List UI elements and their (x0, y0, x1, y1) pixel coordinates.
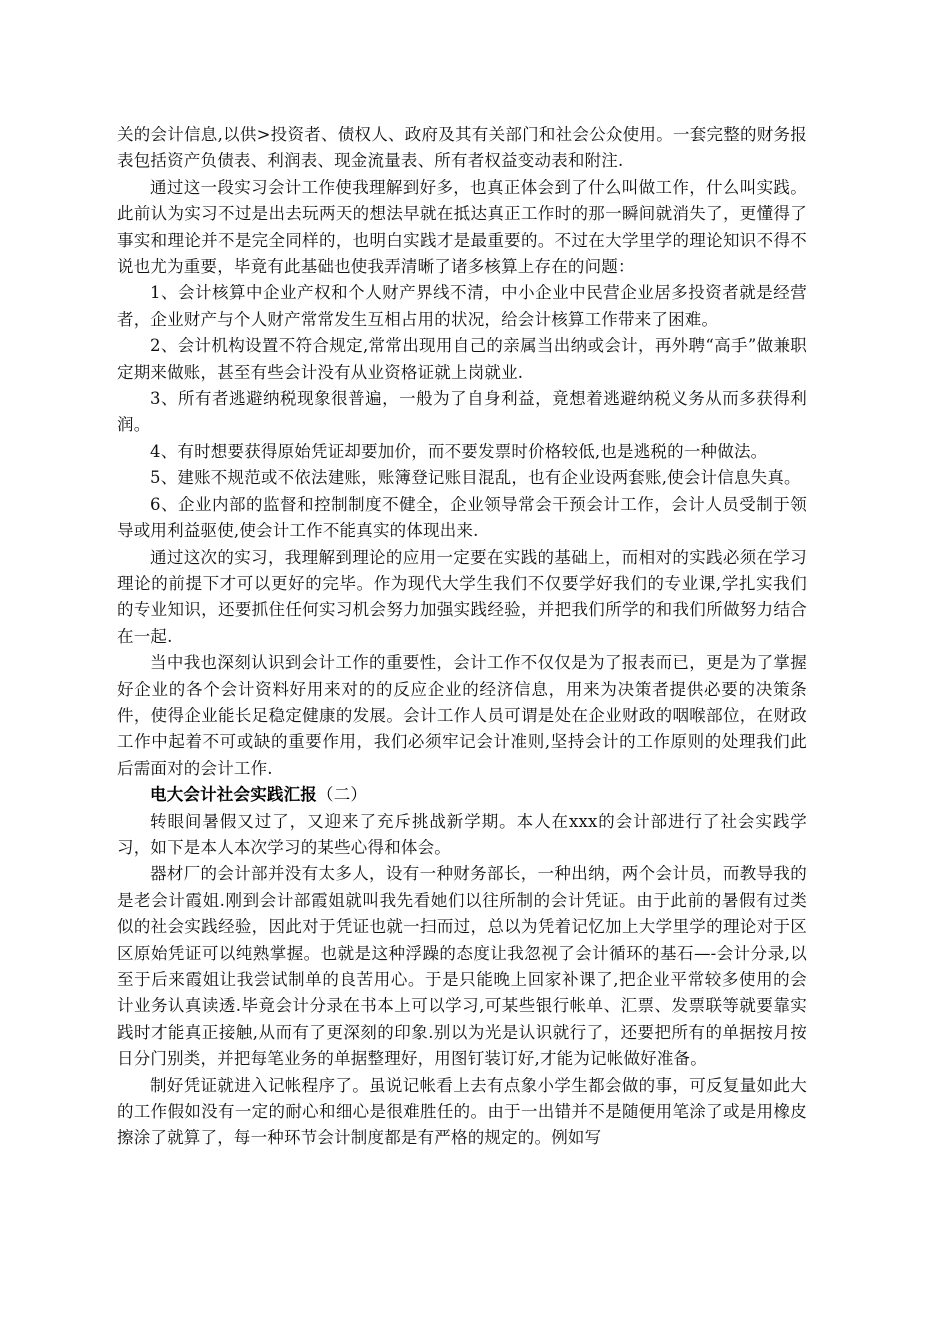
list-item: 3、所有者逃避纳税现象很普遍，一般为了自身利益，竟想着逃避纳税义务从而多获得利润。 (117, 389, 807, 435)
list-item: 2、会计机构设置不符合规定,常常出现用自己的亲属当出纳或会计，再外聘“高手”做兼职定期来做账，甚至有些会计没有从业资格证就上岗就业. (117, 336, 807, 382)
section-heading (117, 782, 807, 808)
document-body (117, 122, 807, 1152)
list-item: 4、有时想要获得原始凭证却要加价，而不要发票时价格较低,也是逃税的一种做法。 (150, 441, 768, 461)
paragraph: 通过这次的实习，我理解到理论的应用一定要在实践的基础上，而相对的实践必须在学习理论的前提下才可以更好的完毕。作为现代大学生我们不仅要学好我们的专业课,学扎实我们的专业知识，还要抓住任何实习机会努力加强实践经验，并把我们所学的和我们所做努力结合在一起. (117, 547, 807, 646)
list-item: 1、会计核算中企业产权和个人财产界线不清，中小企业中民营企业居多投资者就是经营者，企业财产与个人财产常常发生互相占用的状况，给会计核算工作带来了困难。 (117, 283, 807, 329)
paragraph: 转眼间暑假又过了，又迎来了充斥挑战新学期。本人在xxx的会计部进行了社会实践学习，如下是本人本次学习的某些心得和体会。 (117, 811, 807, 857)
paragraph: 关的会计信息,以供>投资者、债权人、政府及其有关部门和社会公众使用。一套完整的财务报表包括资产负债表、利润表、现金流量表、所有者权益变动表和附注. (117, 125, 807, 171)
paragraph: 通过这一段实习会计工作使我理解到好多，也真正体会到了什么叫做工作，什么叫实践。此前认为实习不过是出去玩两天的想法早就在抵达真正工作时的那一瞬间就消失了，更懂得了事实和理论并不是完全同样的，也明白实践才是最重要的。不过在大学里学的理论知识不得不说也尤为重要，毕竟有此基础也使我弄清晰了诸多核算上存在的问题： (117, 177, 807, 277)
paragraph: 器材厂的会计部并没有太多人，设有一种财务部长，一种出纳，两个会计员，而教导我的是老会计霞姐.刚到会计部霞姐就叫我先看她们以往所制的会计凭证。由于此前的暑假有过类似的社会实践经验，因此对于凭证也就一扫而过，总以为凭着记忆加上大学里学的理论对于区区原始凭证可以纯熟掌握。也就是这种浮躁的态度让我忽视了会计循环的基石—-会计分录,以至于后来霞姐让我尝试制单的良苦用心。于是只能晚上回家补课了,把企业平常较多使用的会计业务认真读透.毕竟会计分录在书本上可以学习,可某些银行帐单、汇票、发票联等就要靠实践时才能真正接触,从而有了更深刻的印象.别以为光是认识就行了，还要把所有的单据按月按日分门别类，并把每笔业务的单据整理好，用图钉装订好,才能为记帐做好准备。 (117, 864, 807, 1069)
paragraph: 当中我也深刻认识到会计工作的重要性，会计工作不仅仅是为了报表而已，更是为了掌握好企业的各个会计资料好用来对的的反应企业的经济信息，用来为决策者提供必要的决策条件，使得企业能长足稳定健康的发展。会计工作人员可谓是处在企业财政的咽喉部位，在财政工作中起着不可或缺的重要作用，我们必须牢记会计准则,坚持会计的工作原则的处理我们此后需面对的会计工作. (117, 653, 807, 778)
paragraph: 制好凭证就进入记帐程序了。虽说记帐看上去有点象小学生都会做的事，可反复量如此大的工作假如没有一定的耐心和细心是很难胜任的。由于一出错并不是随便用笔涂了或是用橡皮擦涂了就算了，每一种环节会计制度都是有严格的规定的。例如写 (117, 1075, 807, 1148)
list-item: 5、建账不规范或不依法建账，账簿登记账目混乱，也有企业设两套账,使会计信息失真。 (150, 468, 801, 488)
section-heading-suffix: （二） (317, 785, 368, 805)
section-heading-title: 电大会计社会实践汇报 (150, 785, 317, 805)
list-item: 6、企业内部的监督和控制制度不健全，企业领导常会干预会计工作，会计人员受制于领导或用利益驱使,使会计工作不能真实的体现出来. (117, 494, 807, 541)
